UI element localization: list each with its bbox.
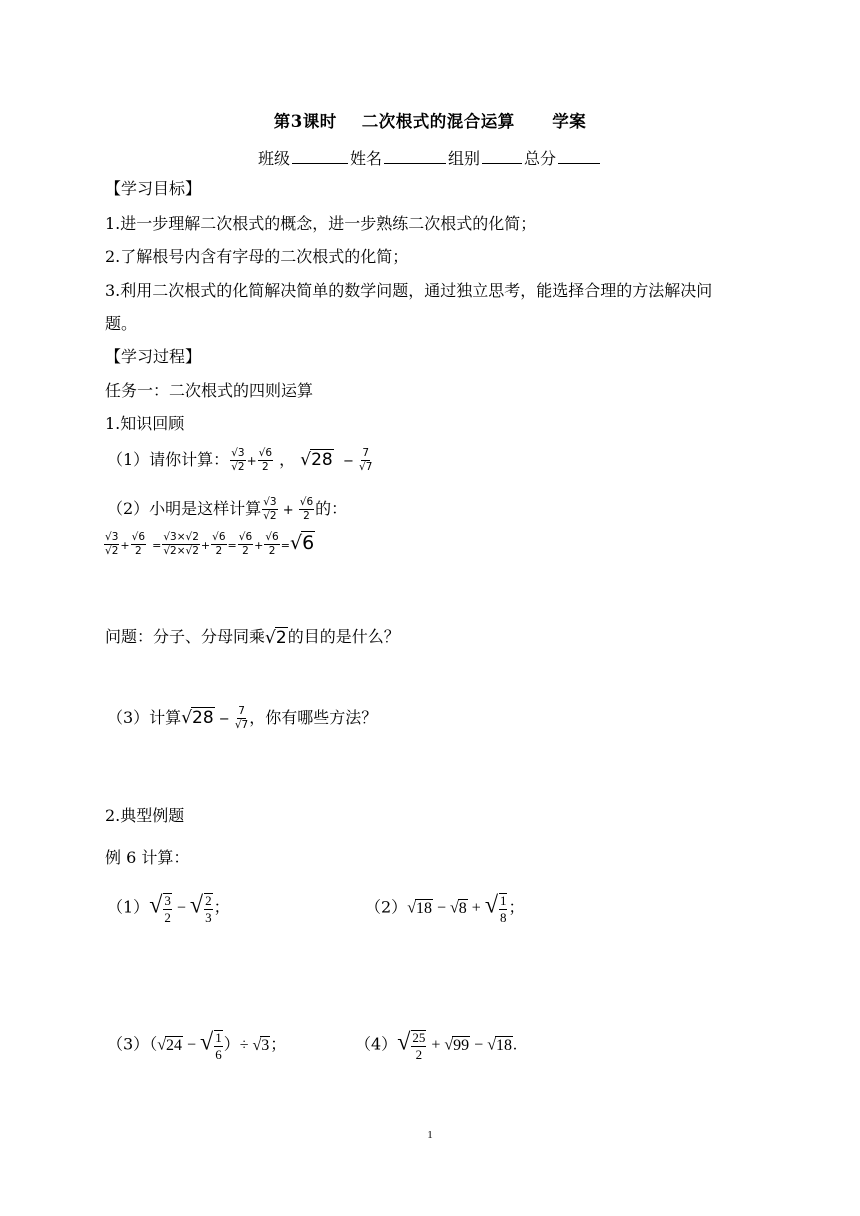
objective-item-3: 3.利用二次根式的化简解决简单的数学问题，通过独立思考，能选择合理的方法解决问 xyxy=(105,281,713,300)
group-blank[interactable] xyxy=(482,147,522,164)
task1-heading: 任务一：二次根式的四则运算 xyxy=(105,381,314,400)
question-1-label: （1）请你计算： xyxy=(107,450,230,469)
review-heading: 1.知识回顾 xyxy=(105,414,185,433)
doc-type: 学案 xyxy=(552,112,587,131)
example-4: （4）√ $\frac{25}{2}$ + √99 − √18. xyxy=(355,1029,517,1062)
lesson-topic: 二次根式的混合运算 xyxy=(361,112,515,131)
score-label: 总分 xyxy=(524,149,557,168)
fraction: $\frac{7}{√7}$ xyxy=(358,447,373,473)
example-3: （3）（√24 − √ $\frac{1}{6}$ ）÷ √3； xyxy=(107,1029,287,1062)
examples-heading: 2.典型例题 xyxy=(105,806,185,825)
student-info-line xyxy=(0,146,860,169)
question-1 xyxy=(107,448,373,473)
name-blank[interactable] xyxy=(384,147,446,164)
score-blank[interactable] xyxy=(558,147,600,164)
process-heading: 【学习过程】 xyxy=(105,347,202,366)
question-3: （3）计算√28 − $\frac{7}{√7}$ ，你有哪些方法？ xyxy=(107,705,378,731)
group-label: 组别 xyxy=(448,149,481,168)
question-2 xyxy=(107,497,347,522)
question-2-suffix: 的： xyxy=(315,499,348,518)
purpose-question: 问题：分子、分母同乘√2的目的是什么？ xyxy=(105,627,400,648)
fraction: $\frac{√6}{2}$ xyxy=(258,447,273,473)
page-title xyxy=(0,108,860,132)
q2-expression: $\frac{√3}{√2}$ + $\frac{√6}{2}$ xyxy=(263,496,314,522)
q1-expression: $\frac{√3}{√2}$ + $\frac{√6}{2}$ ， √28 − $\frac{7}{√7}$ xyxy=(231,447,373,473)
class-label: 班级 xyxy=(257,149,290,168)
name-label: 姓名 xyxy=(349,149,382,168)
lesson-number: 第3课时 xyxy=(273,112,337,131)
objective-item-4: 题。 xyxy=(105,314,138,333)
fraction: $\frac{√3}{√2}$ xyxy=(231,447,245,473)
example-6-heading: 例 6 计算： xyxy=(105,848,190,867)
question-2-label: （2）小明是这样计算 xyxy=(107,499,262,518)
example-1: （1）√ $\frac{3}{2}$ − √ $\frac{2}{3}$ ； xyxy=(107,892,230,925)
objective-item-2: 2.了解根号内含有字母的二次根式的化简； xyxy=(105,247,409,266)
example-2: （2）√18 − √8 + √ $\frac{1}{8}$ ； xyxy=(365,892,525,925)
class-blank[interactable] xyxy=(292,147,348,164)
page-number: 1 xyxy=(427,1129,433,1141)
worked-solution: $\frac{√3}{√2}$ + $\frac{√6}{2}$ = $\frac{√3\times√2}{√2\times√2}$ + $\frac{√6}{2}$ = $\frac{√6}{2}$ + $\frac{√6}{2}$ =√6 xyxy=(105,531,315,557)
objectives-heading: 【学习目标】 xyxy=(105,179,202,198)
objective-item-1: 1.进一步理解二次根式的概念，进一步熟练二次根式的化简； xyxy=(105,214,537,233)
